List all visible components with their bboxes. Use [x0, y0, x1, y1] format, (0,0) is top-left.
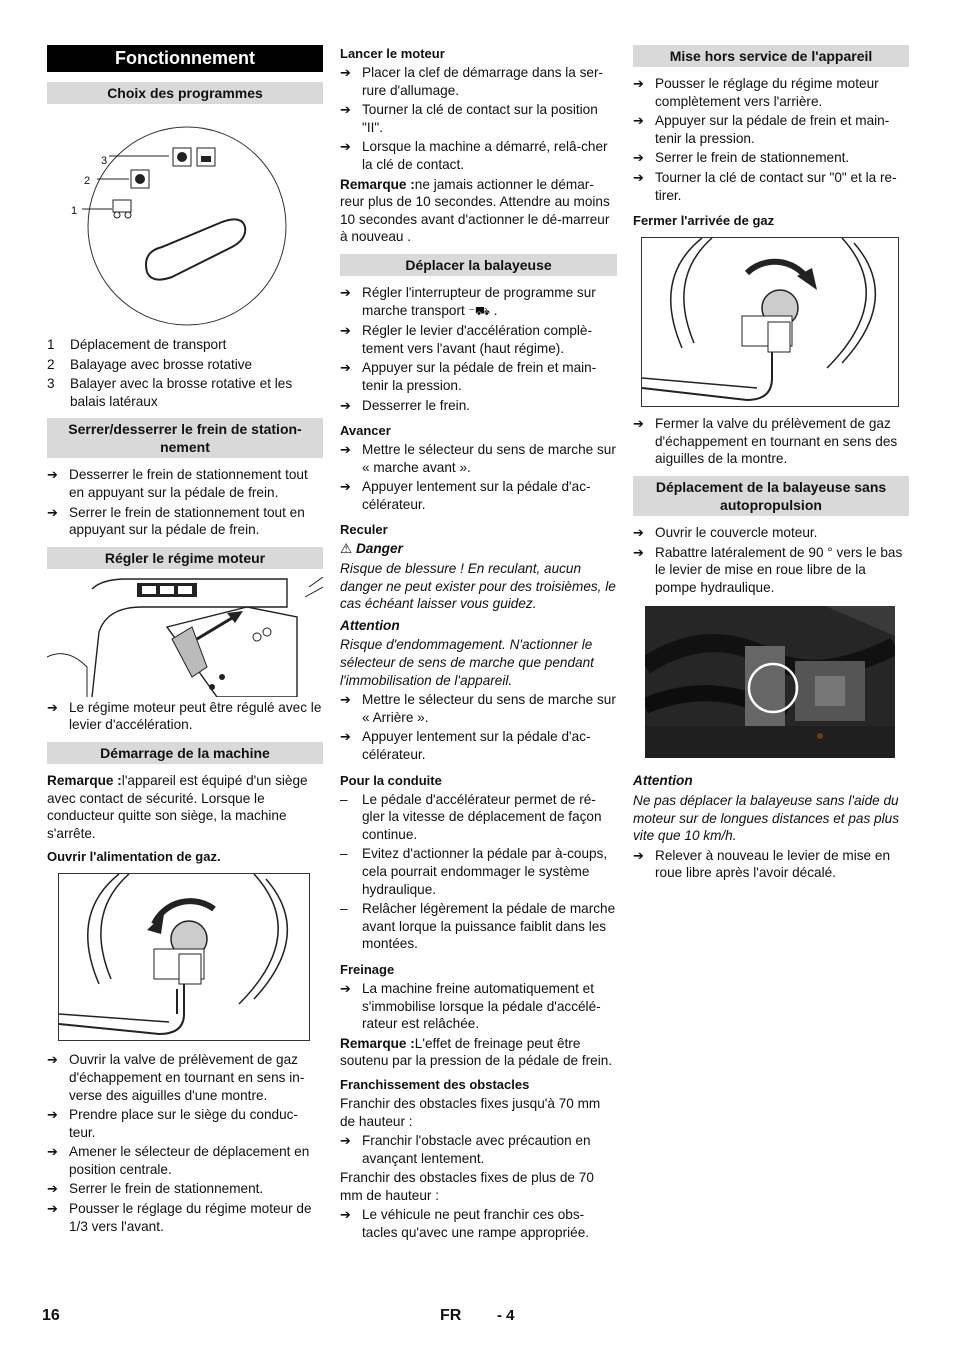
section-heading-hors-service: Mise hors service de l'appareil [633, 45, 909, 67]
step-item: ➔ Franchir l'obstacle avec précaution en avançant lentement. [340, 1133, 591, 1166]
step-item: ➔ Lorsque la machine a démarré, relâ-cher la clé de contact. [340, 139, 608, 172]
transport-icon [113, 200, 131, 218]
transport-mode-icon: ⁻⛟ [468, 303, 490, 318]
step-item: ➔ La machine freine automatiquement et s'immobilise lorsque la pédale d'accélé-rateur est relâchée. [340, 980, 601, 1032]
step-item: ➔ Placer la clef de démarrage dans la ser-rure d'allumage. [340, 65, 604, 98]
attention-label: Attention [633, 773, 693, 789]
arrow-right-icon: ➔ [633, 416, 644, 432]
subheading-avancer: Avancer [340, 423, 391, 439]
throttle-lever-figure [47, 577, 323, 697]
section-heading-sans-autopropulsion: Déplacement de la balayeuse sans autopropulsion [633, 476, 909, 516]
remark-paragraph: Remarque :l'appareil est équipé d'un siège avec contact de sécurité. Lorsque le conducteur quitte son siège, la machine s'arrête. [47, 772, 308, 841]
column-middle [340, 45, 617, 1244]
dial-label-1: 1 [71, 205, 78, 217]
step-item: ➔ Régler l'interrupteur de programme sur marche transport ⁻⛟ . [340, 284, 596, 318]
footer-language: FR [440, 1307, 462, 1324]
arrow-right-icon: ➔ [340, 139, 351, 155]
arrow-right-icon: ➔ [340, 729, 351, 745]
step-item: ➔ Serrer le frein de stationnement. [633, 150, 850, 166]
gas-valve-close-figure [641, 237, 899, 407]
page-number: 16 [42, 1307, 60, 1324]
attention-label: Attention [340, 617, 400, 633]
arrow-right-icon: ➔ [340, 1207, 351, 1223]
step-item: ➔ Ouvrir le couvercle moteur. [633, 524, 818, 540]
step-item: ➔ Régler le levier d'accélération complè-tement vers l'avant (haut régime). [340, 323, 593, 356]
remark-paragraph: Remarque :ne jamais actionner le démar-reur plus de 10 secondes. Attendre au moins 10 secondes avant d'actionner le dé-marreur à nouveau . [340, 176, 610, 245]
subheading-obstacles: Franchissement des obstacles [340, 1076, 530, 1092]
section-heading-programmes: Choix des programmes [47, 82, 323, 104]
legend-item: 1 Déplacement de transport [47, 337, 227, 352]
step-item: ➔ Prendre place sur le siège du conduc-teur. [47, 1107, 298, 1140]
step-item: ➔ Appuyer sur la pédale de frein et main-tenir la pression. [340, 360, 597, 393]
arrow-right-icon: ➔ [340, 65, 351, 80]
subheading-gaz-close: Fermer l'arrivée de gaz [633, 213, 775, 229]
arrow-right-icon: ➔ [47, 699, 58, 715]
arrow-right-icon: ➔ [47, 1144, 58, 1160]
dial-label-2: 2 [84, 175, 91, 187]
program-dial-figure [47, 112, 323, 332]
step-item: ➔ Tourner la clé de contact sur la position "II". [340, 102, 598, 135]
arrow-right-icon: ➔ [340, 1133, 351, 1149]
attention-text: Ne pas déplacer la balayeuse sans l'aide du moteur sur de longues distances et pas plus vite que 10 km/h. [633, 792, 899, 844]
subheading-gaz-open: Ouvrir l'alimentation de gaz. [47, 849, 221, 865]
warning-triangle-icon: ⚠ [340, 541, 353, 557]
page-title: Fonctionnement [47, 45, 323, 72]
subheading-reculer: Reculer [340, 522, 388, 538]
legend-list [47, 336, 323, 410]
arrow-right-icon: ➔ [633, 113, 644, 129]
arrow-right-icon: ➔ [340, 442, 351, 458]
step-item: ➔ Rabattre latéralement de 90 ° vers le bas le levier de mise en roue libre de la pompe hydraulique. [633, 544, 903, 595]
column-left [47, 45, 323, 1237]
column-right [633, 45, 909, 884]
step-item: ➔ Appuyer lentement sur la pédale d'ac-célérateur. [340, 479, 591, 512]
arrow-right-icon: ➔ [340, 284, 351, 300]
arrow-right-icon: ➔ [340, 323, 351, 339]
step-item: ➔ Le véhicule ne peut franchir ces obs-tacles qu'avec une rampe appropriée. [340, 1207, 590, 1241]
arrow-right-icon: ➔ [47, 1181, 58, 1197]
list-item: – Relâcher légèrement la pédale de marche avant lorque la puissance faiblit dans les montées. [340, 901, 616, 952]
hydraulic-pump-photo [645, 606, 895, 758]
step-item: ➔ Desserrer le frein. [340, 397, 471, 413]
subheading-conduite: Pour la conduite [340, 772, 442, 788]
arrow-right-icon: ➔ [633, 169, 644, 185]
arrow-right-icon: ➔ [633, 524, 644, 540]
gas-valve-open-figure [58, 873, 310, 1041]
arrow-right-icon: ➔ [47, 1201, 58, 1217]
section-heading-frein: Serrer/desserrer le frein de station-nement [47, 418, 323, 458]
step-item: ➔ Relever à nouveau le levier de mise en roue libre après l'avoir décalé. [633, 847, 891, 881]
arrow-right-icon: ➔ [633, 847, 644, 863]
step-item: ➔ Serrer le frein de stationnement tout en appuyant sur la pédale de frein. [47, 504, 305, 538]
brush-sidebroom-icon [173, 148, 215, 166]
step-item: ➔ Amener le sélecteur de déplacement en position centrale. [47, 1144, 310, 1177]
step-item: ➔ Appuyer sur la pédale de frein et main-tenir la pression. [633, 113, 890, 146]
step-item: ➔ Mettre le sélecteur du sens de marche sur « Arrière ». [340, 692, 616, 725]
step-item: ➔ Ouvrir la valve de prélèvement de gaz d'échappement en tournant en sens in-verse des aiguilles d'une montre. [47, 1052, 305, 1103]
dial-knob-icon [146, 219, 245, 279]
footer-subpage: - 4 [497, 1307, 515, 1324]
step-item: ➔ Tourner la clé de contact sur "0" et la re-tirer. [633, 169, 897, 203]
arrow-right-icon: ➔ [340, 479, 351, 495]
step-item: ➔ Le régime moteur peut être régulé avec le levier d'accélération. [47, 699, 322, 733]
arrow-right-icon: ➔ [47, 1107, 58, 1123]
paragraph: Franchir des obstacles fixes jusqu'à 70 mm de hauteur : [340, 1095, 601, 1129]
section-heading-deplacer: Déplacer la balayeuse [340, 254, 617, 276]
dial-label-3: 3 [101, 155, 108, 167]
subheading-lancer: Lancer le moteur [340, 46, 445, 61]
paragraph: Franchir des obstacles fixes de plus de 70 mm de hauteur : [340, 1170, 594, 1203]
step-item: ➔ Pousser le réglage du régime moteur complètement vers l'arrière. [633, 76, 879, 109]
arrow-right-icon: ➔ [633, 544, 644, 560]
arrow-right-icon: ➔ [340, 360, 351, 376]
step-item: ➔ Fermer la valve du prélèvement de gaz d'échappement en tournant en sens des aiguilles de la montre. [633, 416, 898, 467]
section-heading-demarrage: Démarrage de la machine [47, 742, 323, 764]
subheading-freinage: Freinage [340, 961, 395, 977]
arrow-right-icon: ➔ [340, 980, 351, 996]
section-heading-regime: Régler le régime moteur [47, 547, 323, 569]
arrow-right-icon: ➔ [47, 467, 58, 483]
brush-icon [131, 170, 149, 188]
attention-text: Risque d'endommagement. N'actionner le sélecteur de sens de marche que pendant l'immobilisation de l'appareil. [340, 637, 594, 688]
danger-label: ⚠ Danger [340, 541, 403, 557]
arrow-right-icon: ➔ [340, 692, 351, 708]
step-item: ➔ Mettre le sélecteur du sens de marche sur « marche avant ». [340, 442, 616, 475]
step-item: ➔ Serrer le frein de stationnement. [47, 1181, 264, 1197]
arrow-right-icon: ➔ [47, 1052, 58, 1068]
danger-text: Risque de blessure ! En reculant, aucun danger ne peut exister pour des troisièmes, le cas échéant laisser vous guidez. [340, 561, 616, 612]
step-item: ➔ Appuyer lentement sur la pédale d'ac-célérateur. [340, 729, 591, 762]
step-item: ➔ Desserrer le frein de stationnement tout en appuyant sur la pédale de frein. [47, 467, 308, 500]
legend-item: 2 Balayage avec brosse rotative [47, 356, 253, 372]
arrow-right-icon: ➔ [340, 102, 351, 118]
step-item: ➔ Pousser le réglage du régime moteur de 1/3 vers l'avant. [47, 1201, 312, 1234]
list-item: – Le pédale d'accélérateur permet de ré-gler la vitesse de déplacement de façon continue. [340, 791, 602, 842]
arrow-right-icon: ➔ [633, 150, 644, 166]
arrow-right-icon: ➔ [340, 397, 351, 413]
legend-item: 3 Balayer avec la brosse rotative et les balais latéraux [47, 376, 293, 409]
list-item: – Evitez d'actionner la pédale par à-coups, cela pourrait endommager le système hydraulique. [340, 846, 608, 897]
arrow-right-icon: ➔ [47, 504, 58, 520]
remark-paragraph: Remarque :L'effet de freinage peut être soutenu par la pression de la pédale de frein. [340, 1035, 613, 1069]
arrow-right-icon: ➔ [633, 76, 644, 91]
